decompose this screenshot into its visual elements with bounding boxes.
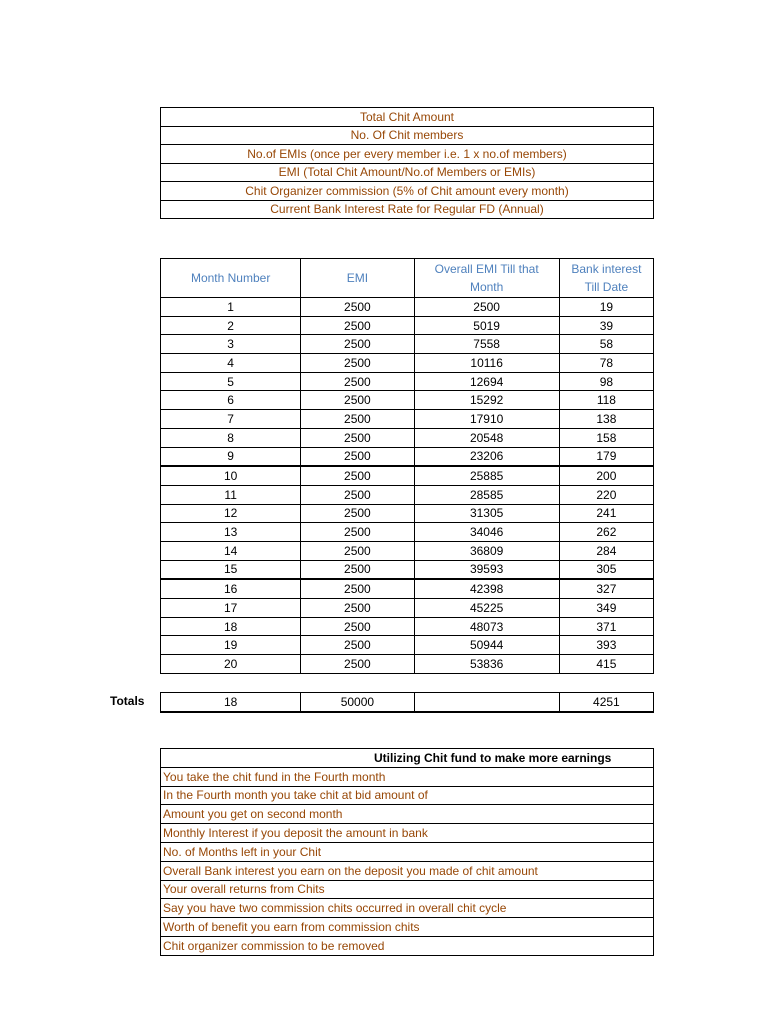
emi-cell: 2500: [301, 354, 414, 373]
emi-cell: 2500: [301, 316, 414, 335]
table-row: [161, 899, 654, 918]
overall-emi-cell: 12694: [414, 372, 559, 391]
table-row: [161, 579, 654, 598]
utilizing-item: You take the chit fund in the Fourth month: [161, 767, 654, 786]
table-row: [161, 354, 654, 373]
totals-label: Totals: [110, 694, 145, 708]
overall-emi-cell: 48073: [414, 617, 559, 636]
bank-interest-cell: 179: [559, 447, 653, 466]
emi-cell: 2500: [301, 523, 414, 542]
table-row: [161, 541, 654, 560]
utilizing-item: Overall Bank interest you earn on the deposit you made of chit amount: [161, 861, 654, 880]
utilizing-item: Chit organizer commission to be removed: [161, 936, 654, 955]
header-overall-emi: [414, 259, 559, 298]
bank-interest-cell: 220: [559, 485, 653, 504]
table-row: [161, 316, 654, 335]
table-row: [161, 428, 654, 447]
bank-interest-cell: 371: [559, 617, 653, 636]
bank-interest-cell: 98: [559, 372, 653, 391]
emi-cell: 2500: [301, 466, 414, 485]
table-row: [161, 145, 654, 164]
table-row: [161, 372, 654, 391]
overall-emi-cell: 23206: [414, 447, 559, 466]
month-cell: 15: [161, 560, 301, 579]
utilizing-item: Your overall returns from Chits: [161, 880, 654, 899]
table-row: [161, 504, 654, 523]
overall-emi-cell: 50944: [414, 636, 559, 655]
table-row: [161, 126, 654, 145]
overall-emi-cell: 42398: [414, 579, 559, 598]
table-row: [161, 617, 654, 636]
overall-emi-cell: 15292: [414, 391, 559, 410]
bank-interest-cell: 241: [559, 504, 653, 523]
header-bank-interest-line1: Bank interest: [571, 262, 642, 276]
bank-interest-cell: 138: [559, 410, 653, 429]
bank-interest-cell: 305: [559, 560, 653, 579]
table-header-row: [161, 259, 654, 298]
bank-interest-cell: 262: [559, 523, 653, 542]
header-overall-emi-line1: Overall EMI Till that: [434, 262, 539, 276]
month-cell: 17: [161, 599, 301, 618]
table-row: [161, 842, 654, 861]
emi-cell: 2500: [301, 504, 414, 523]
overall-emi-cell: 45225: [414, 599, 559, 618]
emi-cell: 2500: [301, 335, 414, 354]
table-row: [161, 163, 654, 182]
table-row: [161, 335, 654, 354]
month-cell: 11: [161, 485, 301, 504]
month-cell: 19: [161, 636, 301, 655]
table-row: [161, 466, 654, 485]
utilizing-item: Worth of benefit you earn from commission chits: [161, 918, 654, 937]
totals-row: [161, 693, 654, 713]
table-row: [161, 410, 654, 429]
table-row: [161, 108, 654, 127]
header-month-number: Month Number: [161, 259, 301, 298]
utilizing-item: In the Fourth month you take chit at bid amount of: [161, 786, 654, 805]
overall-emi-cell: 39593: [414, 560, 559, 579]
table-row: [161, 861, 654, 880]
bank-interest-cell: 349: [559, 599, 653, 618]
overall-emi-cell: 5019: [414, 316, 559, 335]
bank-interest-cell: 58: [559, 335, 653, 354]
bank-interest-cell: 284: [559, 541, 653, 560]
emi-cell: 2500: [301, 541, 414, 560]
header-emi: EMI: [301, 259, 414, 298]
overall-emi-cell: 7558: [414, 335, 559, 354]
emi-cell: 2500: [301, 560, 414, 579]
table-row: [161, 767, 654, 786]
bank-interest-cell: 327: [559, 579, 653, 598]
month-cell: 6: [161, 391, 301, 410]
bank-interest-cell: 118: [559, 391, 653, 410]
totals-emi: 50000: [301, 693, 414, 713]
emi-cell: 2500: [301, 655, 414, 674]
header-overall-emi-line2: Month: [469, 280, 504, 294]
month-cell: 3: [161, 335, 301, 354]
emi-cell: 2500: [301, 298, 414, 317]
utilizing-item: Monthly Interest if you deposit the amount in bank: [161, 824, 654, 843]
overall-emi-cell: 31305: [414, 504, 559, 523]
header-bank-interest-line2: Till Date: [584, 280, 629, 294]
table-row: [161, 599, 654, 618]
overall-emi-cell: 36809: [414, 541, 559, 560]
overall-emi-cell: 2500: [414, 298, 559, 317]
month-cell: 13: [161, 523, 301, 542]
totals-overall: [414, 693, 559, 713]
bank-interest-cell: 393: [559, 636, 653, 655]
table-row: [161, 918, 654, 937]
month-cell: 5: [161, 372, 301, 391]
chit-summary-table: [160, 107, 654, 219]
bank-interest-cell: 19: [559, 298, 653, 317]
bank-interest-cell: 200: [559, 466, 653, 485]
emi-cell: 2500: [301, 410, 414, 429]
totals-month: 18: [161, 693, 301, 713]
emi-cell: 2500: [301, 599, 414, 618]
overall-emi-cell: 25885: [414, 466, 559, 485]
month-cell: 12: [161, 504, 301, 523]
summary-chit-members: No. Of Chit members: [161, 126, 654, 145]
bank-interest-cell: 39: [559, 316, 653, 335]
month-cell: 1: [161, 298, 301, 317]
table-row: [161, 824, 654, 843]
emi-cell: 2500: [301, 636, 414, 655]
month-cell: 7: [161, 410, 301, 429]
emi-cell: 2500: [301, 372, 414, 391]
emi-cell: 2500: [301, 617, 414, 636]
utilizing-item: No. of Months left in your Chit: [161, 842, 654, 861]
table-row: [161, 805, 654, 824]
emi-cell: 2500: [301, 485, 414, 504]
overall-emi-cell: 17910: [414, 410, 559, 429]
overall-emi-cell: 10116: [414, 354, 559, 373]
table-row: [161, 936, 654, 955]
summary-bank-interest-rate: Current Bank Interest Rate for Regular FD (Annual): [161, 200, 654, 219]
table-row: [161, 298, 654, 317]
emi-schedule-table: [160, 258, 654, 674]
overall-emi-cell: 53836: [414, 655, 559, 674]
bank-interest-cell: 415: [559, 655, 653, 674]
summary-organizer-commission: Chit Organizer commission (5% of Chit amount every month): [161, 182, 654, 201]
totals-table: [160, 692, 654, 713]
summary-no-of-emis: No.of EMIs (once per every member i.e. 1 x no.of members): [161, 145, 654, 164]
overall-emi-cell: 28585: [414, 485, 559, 504]
summary-total-chit-amount: Total Chit Amount: [161, 108, 654, 127]
utilizing-title: Utilizing Chit fund to make more earnings: [161, 749, 654, 768]
month-cell: 9: [161, 447, 301, 466]
emi-cell: 2500: [301, 579, 414, 598]
month-cell: 4: [161, 354, 301, 373]
table-row: [161, 447, 654, 466]
emi-cell: 2500: [301, 391, 414, 410]
table-row: [161, 880, 654, 899]
summary-emi: EMI (Total Chit Amount/No.of Members or EMIs): [161, 163, 654, 182]
emi-cell: 2500: [301, 447, 414, 466]
utilizing-chit-table: [160, 748, 654, 956]
table-header-row: [161, 749, 654, 768]
utilizing-item: Say you have two commission chits occurred in overall chit cycle: [161, 899, 654, 918]
table-row: [161, 391, 654, 410]
header-bank-interest: [559, 259, 653, 298]
month-cell: 16: [161, 579, 301, 598]
table-row: [161, 523, 654, 542]
table-row: [161, 485, 654, 504]
month-cell: 14: [161, 541, 301, 560]
table-row: [161, 655, 654, 674]
month-cell: 2: [161, 316, 301, 335]
table-row: [161, 786, 654, 805]
emi-cell: 2500: [301, 428, 414, 447]
month-cell: 20: [161, 655, 301, 674]
month-cell: 18: [161, 617, 301, 636]
bank-interest-cell: 78: [559, 354, 653, 373]
month-cell: 8: [161, 428, 301, 447]
table-row: [161, 560, 654, 579]
utilizing-item: Amount you get on second month: [161, 805, 654, 824]
table-row: [161, 200, 654, 219]
table-row: [161, 636, 654, 655]
overall-emi-cell: 20548: [414, 428, 559, 447]
month-cell: 10: [161, 466, 301, 485]
overall-emi-cell: 34046: [414, 523, 559, 542]
totals-bank-interest: 4251: [559, 693, 653, 713]
table-row: [161, 182, 654, 201]
bank-interest-cell: 158: [559, 428, 653, 447]
